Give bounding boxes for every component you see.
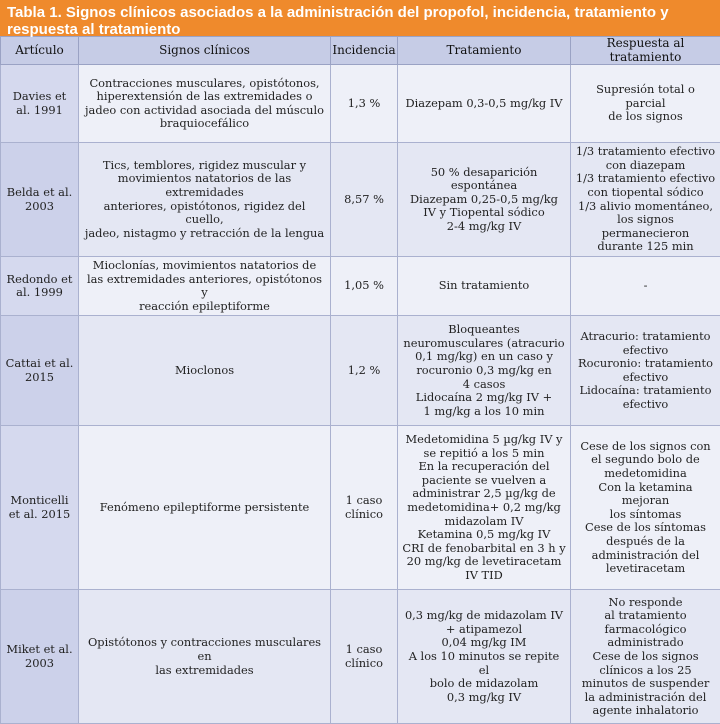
- clinical-signs-table: [0, 36, 720, 724]
- header-row: [1, 37, 720, 65]
- cell-signos: Contracciones musculares, opistótonos, hiperextensión de las extremidades o jadeo con actividad asociada del músculo braquiocefálico: [79, 65, 331, 143]
- cell-signos: Fenómeno epileptiforme persistente: [79, 426, 331, 590]
- header-tratamiento: Tratamiento: [398, 37, 571, 65]
- table-row: [1, 256, 720, 315]
- cell-signos: Mioclonías, movimientos natatorios de las extremidades anteriores, opistótonos y reacción epileptiforme: [79, 256, 331, 315]
- cell-tratamiento: 50 % desaparición espontánea Diazepam 0,25-0,5 mg/kg IV y Tiopental sódico 2-4 mg/kg IV: [398, 143, 571, 257]
- table-row: [1, 426, 720, 590]
- cell-tratamiento: Sin tratamiento: [398, 256, 571, 315]
- cell-articulo: Redondo et al. 1999: [1, 256, 79, 315]
- header-signos: Signos clínicos: [79, 37, 331, 65]
- cell-incidencia: 1,05 %: [331, 256, 398, 315]
- cell-articulo: Cattai et al. 2015: [1, 316, 79, 426]
- table-row: [1, 143, 720, 257]
- cell-respuesta: Atracurio: tratamiento efectivo Rocuronio: tratamiento efectivo Lidocaína: tratamiento efectivo: [571, 316, 720, 426]
- table-row: [1, 316, 720, 426]
- cell-signos: Tics, temblores, rigidez muscular y movimientos natatorios de las extremidades anteriores, opistótonos, rigidez del cuello, jadeo, nistagmo y retracción de la lengua: [79, 143, 331, 257]
- cell-tratamiento: Diazepam 0,3-0,5 mg/kg IV: [398, 65, 571, 143]
- cell-respuesta: 1/3 tratamiento efectivo con diazepam 1/3 tratamiento efectivo con tiopental sódico 1/3 alivio momentáneo, los signos permanecieron durante 125 min: [571, 143, 720, 257]
- table-row: [1, 590, 720, 724]
- cell-incidencia: 1 caso clínico: [331, 590, 398, 724]
- header-respuesta: Respuesta al tratamiento: [571, 37, 720, 65]
- table-title: [0, 0, 720, 36]
- cell-incidencia: 8,57 %: [331, 143, 398, 257]
- cell-articulo: Davies et al. 1991: [1, 65, 79, 143]
- cell-respuesta: -: [571, 256, 720, 315]
- cell-articulo: Miket et al. 2003: [1, 590, 79, 724]
- cell-respuesta: Supresión total o parcial de los signos: [571, 65, 720, 143]
- cell-incidencia: 1,2 %: [331, 316, 398, 426]
- cell-tratamiento: 0,3 mg/kg de midazolam IV + atipamezol 0,04 mg/kg IM A los 10 minutos se repite el bolo de midazolam 0,3 mg/kg IV: [398, 590, 571, 724]
- cell-incidencia: 1,3 %: [331, 65, 398, 143]
- table-row: [1, 65, 720, 143]
- cell-respuesta: Cese de los signos con el segundo bolo de medetomidina Con la ketamina mejoran los síntomas Cese de los síntomas después de la administración del levetiracetam: [571, 426, 720, 590]
- cell-respuesta: No responde al tratamiento farmacológico administrado Cese de los signos clínicos a los 25 minutos de suspender la administración del agente inhalatorio: [571, 590, 720, 724]
- header-incidencia: Incidencia: [331, 37, 398, 65]
- cell-tratamiento: Bloqueantes neuromusculares (atracurio 0,1 mg/kg) en un caso y rocuronio 0,3 mg/kg en 4 casos Lidocaína 2 mg/kg IV + 1 mg/kg a los 10 min: [398, 316, 571, 426]
- cell-articulo: Belda et al. 2003: [1, 143, 79, 257]
- title-line-1: Tabla 1. Signos clínicos asociados a la administración del propofol, incidencia, tratamiento y: [7, 4, 712, 21]
- cell-incidencia: 1 caso clínico: [331, 426, 398, 590]
- cell-signos: Mioclonos: [79, 316, 331, 426]
- cell-articulo: Monticelli et al. 2015: [1, 426, 79, 590]
- cell-signos: Opistótonos y contracciones musculares en las extremidades: [79, 590, 331, 724]
- title-line-2: respuesta al tratamiento: [7, 21, 712, 38]
- header-articulo: Artículo: [1, 37, 79, 65]
- cell-tratamiento: Medetomidina 5 µg/kg IV y se repitió a los 5 min En la recuperación del paciente se vuelven a administrar 2,5 µg/kg de medetomidina+ 0,2 mg/kg midazolam IV Ketamina 0,5 mg/kg IV CRI de fenobarbital en 3 h y 20 mg/kg de levetiracetam IV TID: [398, 426, 571, 590]
